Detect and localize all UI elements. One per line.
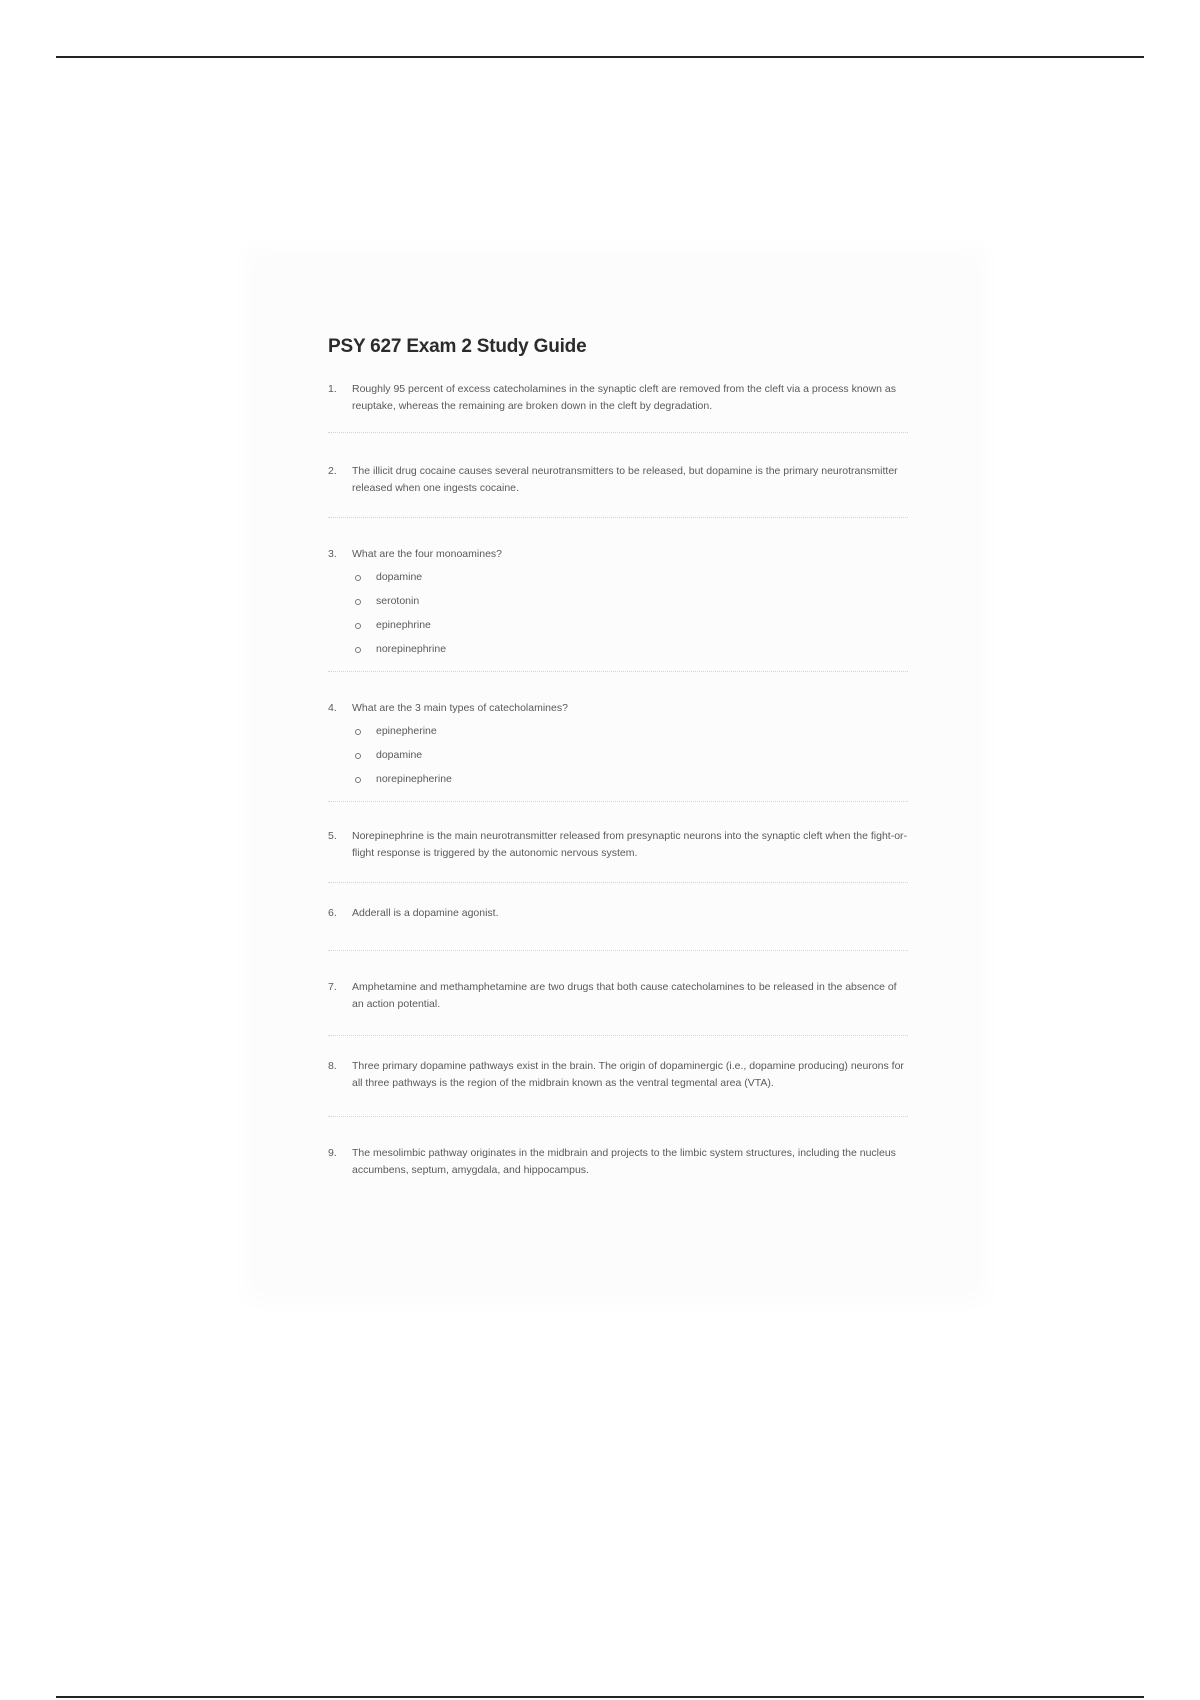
question-divider [328, 801, 908, 802]
list-item-text: dopamine [376, 571, 423, 583]
bullet-icon [355, 729, 361, 735]
question-number: 1. [328, 383, 337, 395]
question-number: 4. [328, 702, 337, 714]
question-number: 2. [328, 465, 337, 477]
answer-list [352, 569, 908, 665]
list-item [352, 617, 908, 641]
question-number: 6. [328, 907, 337, 919]
question-3 [328, 546, 908, 665]
question-2 [328, 463, 908, 497]
study-guide-content [328, 336, 908, 1179]
question-number: 7. [328, 981, 337, 993]
list-item [352, 593, 908, 617]
bullet-icon [355, 647, 361, 653]
question-6 [328, 905, 908, 922]
question-divider [328, 432, 908, 433]
question-divider [328, 1035, 908, 1036]
question-5 [328, 828, 908, 862]
answer-list [352, 723, 908, 795]
question-4 [328, 700, 908, 795]
question-text: Roughly 95 percent of excess catecholamines in the synaptic cleft are removed from the cleft via a process known as reuptake, whereas the remaining are broken down in the cleft by degradation. [352, 383, 896, 412]
question-9 [328, 1145, 908, 1179]
question-text: What are the 3 main types of catecholamines? [352, 702, 568, 714]
question-text: Amphetamine and methamphetamine are two drugs that both cause catecholamines to be released in the absence of an action potential. [352, 981, 897, 1010]
question-divider [328, 882, 908, 883]
list-item-text: norepinephrine [376, 643, 447, 655]
question-text: Norepinephrine is the main neurotransmitter released from presynaptic neurons into the synaptic cleft when the fight-or-flight response is triggered by the autonomic nervous system. [352, 830, 908, 859]
list-item [352, 569, 908, 593]
top-rule [56, 56, 1144, 58]
page-title: PSY 627 Exam 2 Study Guide [328, 336, 587, 357]
question-text: The illicit drug cocaine causes several neurotransmitters to be released, but dopamine is the primary neurotransmitter released when one ingests cocaine. [352, 465, 898, 494]
question-text: What are the four monoamines? [352, 548, 502, 560]
list-item [352, 641, 908, 665]
list-item-text: epinephrine [376, 619, 431, 631]
question-divider [328, 517, 908, 518]
question-text: Adderall is a dopamine agonist. [352, 907, 499, 919]
question-divider [328, 950, 908, 951]
question-number: 8. [328, 1060, 337, 1072]
bullet-icon [355, 623, 361, 629]
question-7 [328, 979, 908, 1013]
question-number: 5. [328, 830, 337, 842]
bullet-icon [355, 777, 361, 783]
question-1 [328, 381, 908, 415]
list-item-text: dopamine [376, 749, 423, 761]
question-number: 3. [328, 548, 337, 560]
question-8 [328, 1058, 908, 1092]
study-guide-page [256, 258, 976, 1290]
list-item [352, 771, 908, 795]
list-item-text: epinepherine [376, 725, 437, 737]
bullet-icon [355, 575, 361, 581]
bottom-rule [56, 1696, 1144, 1698]
list-item [352, 723, 908, 747]
list-item [352, 747, 908, 771]
question-divider [328, 671, 908, 672]
question-text: Three primary dopamine pathways exist in the brain. The origin of dopaminergic (i.e., dopamine producing) neurons for all three pathways is the region of the midbrain known as the ventral tegmental area (VTA). [352, 1060, 904, 1089]
question-text: The mesolimbic pathway originates in the midbrain and projects to the limbic system structures, including the nucleus accumbens, septum, amygdala, and hippocampus. [352, 1147, 896, 1176]
question-divider [328, 1116, 908, 1117]
list-item-text: norepinepherine [376, 773, 452, 785]
list-item-text: serotonin [376, 595, 420, 607]
question-number: 9. [328, 1147, 337, 1159]
bullet-icon [355, 753, 361, 759]
bullet-icon [355, 599, 361, 605]
